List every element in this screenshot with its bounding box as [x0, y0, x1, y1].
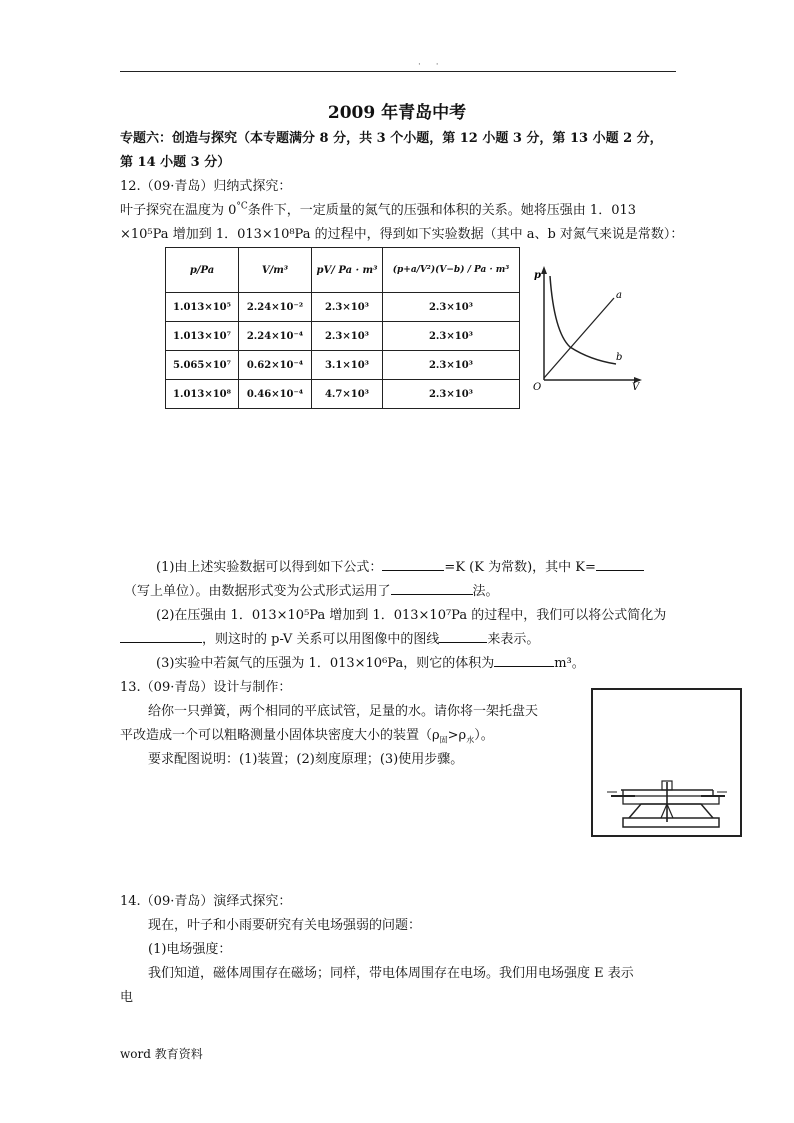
- table-cell: 0.62×10⁻⁴: [239, 351, 312, 380]
- table-cell: 2.3×10³: [383, 380, 520, 409]
- topic-line-1: 专题六：创造与探究（本专题满分 8 分，共 3 个小题，第 12 小题 3 分，第 13 小题 2 分，: [120, 131, 663, 146]
- k-value-blank[interactable]: [596, 558, 644, 571]
- table-row: [166, 322, 520, 351]
- q12-s3-text-b: m³。: [554, 656, 585, 671]
- q13-text-b: ）。: [474, 728, 494, 743]
- table-cell: 2.24×10⁻⁴: [239, 322, 312, 351]
- pv-graph: [530, 262, 645, 392]
- header-pv: pV/ Pa · m³: [312, 248, 383, 293]
- table-row: [166, 380, 520, 409]
- table-cell: 4.7×10³: [312, 380, 383, 409]
- q12-intro-line-2: ×10⁵Pa 增加到 1．013×10⁸Pa 的过程中，得到如下实验数据（其中 a、b 对氮气来说是常数）：: [120, 227, 684, 242]
- q12-s1-text-c: （写上单位）。由数据形式变为公式形式运用了: [124, 584, 391, 599]
- balance-figure-box: [591, 688, 742, 837]
- q12-s2-line-2: [120, 628, 539, 647]
- q12-s2-text-c: 来表示。: [487, 632, 540, 647]
- q13-text-a: 平改造成一个可以粗略测量小固体块密度大小的装置（ρ: [120, 728, 440, 743]
- q12-s1-text-d: 法。: [472, 584, 499, 599]
- q13-heading: 13.（09·青岛）设计与制作：: [120, 680, 292, 695]
- balance-scale-icon: [593, 690, 740, 835]
- table-cell: 2.3×10³: [312, 322, 383, 351]
- q12-s1-line-1: [156, 556, 644, 575]
- q12-s3-text-a: (3)实验中若氮气的压强为 1．013×10⁶Pa，则它的体积为: [156, 656, 495, 671]
- q12-s3-line: [156, 652, 585, 671]
- table-cell: 1.013×10⁸: [166, 380, 239, 409]
- q12-intro-text-b: 条件下，一定质量的氮气的压强和体积的关系。她将压强由 1．013: [247, 203, 637, 218]
- q12-s1-line-2: [124, 580, 499, 599]
- table-cell: 1.013×10⁷: [166, 322, 239, 351]
- graph-a-label: a: [616, 290, 622, 301]
- table-cell: 2.3×10³: [383, 351, 520, 380]
- graph-line-blank[interactable]: [439, 630, 487, 643]
- q14-line-4: 电: [120, 990, 134, 1005]
- table-cell: 0.46×10⁻⁴: [239, 380, 312, 409]
- header-formula: (p+a/V²)(V−b) / Pa · m³: [383, 248, 520, 293]
- header-p: p/Pa: [166, 248, 239, 293]
- q14-line-3: 我们知道，磁体周围存在磁场；同样，带电体周围存在电场。我们用电场强度 E 表示: [148, 966, 634, 981]
- table-cell: 2.3×10³: [312, 293, 383, 322]
- graph-b-label: b: [616, 352, 623, 363]
- q14-line-2: (1)电场强度：: [148, 942, 232, 957]
- volume-blank[interactable]: [494, 654, 554, 667]
- table-row: [166, 293, 520, 322]
- graph-v-label: V: [632, 382, 640, 392]
- q13-line-3: 要求配图说明：(1)装置；(2)刻度原理；(3)使用步骤。: [148, 752, 464, 767]
- q12-intro-line-1: [120, 199, 636, 218]
- topic-line-2: 第 14 小题 3 分）: [120, 155, 231, 170]
- q12-s2-text-b: ，则这时的 p-V 关系可以用图像中的图线: [202, 632, 440, 647]
- page-title: 2009 年青岛中考: [327, 103, 467, 123]
- table-cell: 2.3×10³: [383, 322, 520, 351]
- header-dots: · ·: [418, 60, 445, 70]
- q12-intro-text-a: 叶子探究在温度为 0: [120, 203, 237, 218]
- q12-degree: °C: [236, 201, 248, 212]
- formula-blank[interactable]: [382, 558, 444, 571]
- table-cell: 2.24×10⁻²: [239, 293, 312, 322]
- table-cell: 1.013×10⁵: [166, 293, 239, 322]
- header-v: V/m³: [239, 248, 312, 293]
- q13-line-2: [120, 724, 494, 746]
- q13-text-mid: >ρ: [447, 728, 467, 743]
- graph-p-label: p: [534, 270, 541, 281]
- q13-sub-water: 水: [466, 735, 475, 745]
- footer-text: word 教育资料: [120, 1047, 203, 1061]
- table-cell: 3.1×10³: [312, 351, 383, 380]
- header-rule: [120, 71, 676, 72]
- graph-curve-b: [550, 276, 616, 364]
- q12-s2-line-1: (2)在压强由 1．013×10⁵Pa 增加到 1．013×10⁷Pa 的过程中，我们可以将公式简化为: [156, 608, 667, 623]
- q12-s1-text-a: (1)由上述实验数据可以得到如下公式：: [156, 560, 383, 575]
- q14-line-1: 现在，叶子和小雨要研究有关电场强弱的问题：: [148, 918, 422, 933]
- q13-sub-solid: 固: [439, 735, 448, 745]
- table-row: [166, 351, 520, 380]
- graph-origin-label: O: [533, 382, 542, 392]
- q14-heading: 14.（09·青岛）演绎式探究：: [120, 894, 292, 909]
- data-table: [165, 247, 520, 409]
- q12-heading: 12.（09·青岛）归纳式探究：: [120, 179, 292, 194]
- table-header-row: [166, 248, 520, 293]
- table-cell: 2.3×10³: [383, 293, 520, 322]
- q13-line-1: 给你一只弹簧，两个相同的平底试管，足量的水。请你将一架托盘天: [148, 704, 539, 719]
- table-cell: 5.065×10⁷: [166, 351, 239, 380]
- q12-s1-text-b: =K (K 为常数)，其中 K=: [444, 560, 596, 575]
- method-blank[interactable]: [391, 582, 473, 595]
- simplified-formula-blank[interactable]: [120, 630, 202, 643]
